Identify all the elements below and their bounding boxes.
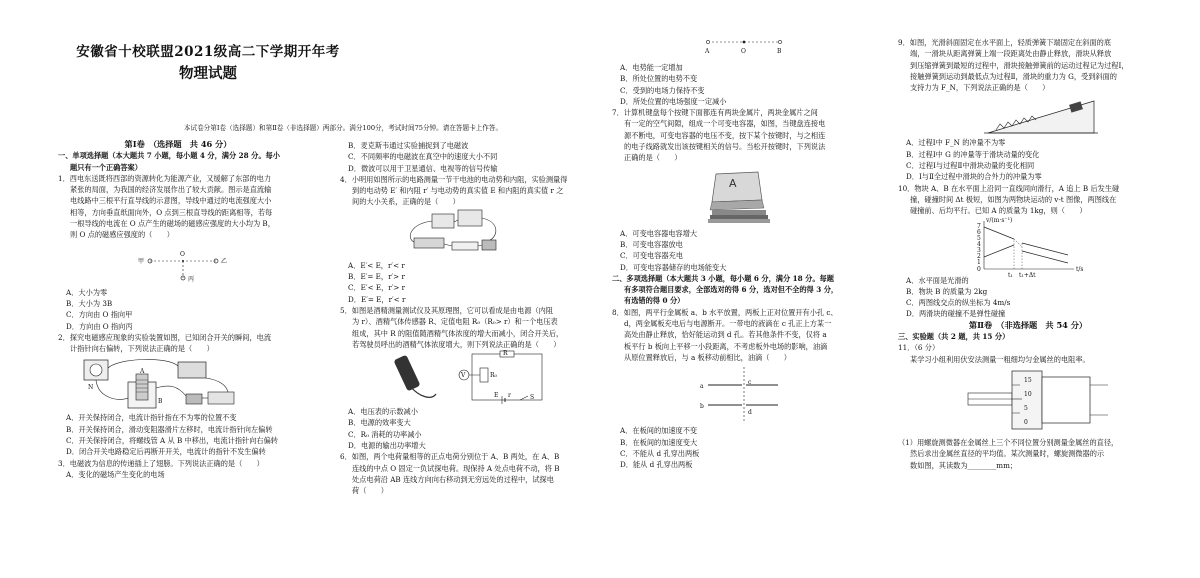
q1-option: C．方向由 O 指向甲 — [66, 310, 133, 320]
q6-line: 连线的中点 O 固定一负试探电荷。现保持 A 处点电荷不动，将 B — [352, 463, 560, 473]
exam-notice: 本试卷分第Ⅰ卷（选择题）和第Ⅱ卷（非选择题）两部分。满分100分，考试时间75分钟。请在答题卡上作答。 — [183, 124, 503, 132]
q8-line: 板平行 b 板向上平移一小段距离，不考虑板外电场的影响，油滴 — [624, 341, 828, 351]
q10-line: 撞，碰撞时间 Δt 极短，如图为两物块运动的 v-t 图像，两图线在 — [910, 194, 1117, 204]
q8-option: D．能从 d 孔穿出两板 — [620, 460, 693, 470]
q9-option: A．过程Ⅰ中 F_N 的冲量不为零 — [906, 138, 1006, 148]
q11-intro: 某学习小组利用伏安法测量一粗细均匀金属丝的电阻率。 — [910, 354, 1090, 364]
q2-apparatus-svg — [58, 354, 298, 412]
q5-label-r0: R₀ — [490, 372, 497, 380]
column-2 — [340, 0, 595, 578]
q9-incline-svg — [898, 93, 1158, 137]
q4-option: A．E′< E，r′< r — [348, 260, 405, 270]
q10-option: B．物块 B 的质量为 2kg — [906, 286, 988, 296]
q11-part1-line: 数如图，其读数为________mm； — [910, 460, 1018, 470]
q7-line: 的电子线路就发出该按键相关的信号。当松开按键时，下列说法 — [624, 142, 826, 152]
q10-vt-graph — [898, 216, 1158, 279]
q8-line: 8．如图，两平行金属板 a、b 水平放置，两板上正对位置开有小孔 c、 — [612, 307, 838, 317]
q1-option: A．大小为零 — [66, 287, 108, 297]
part-2-heading-cont: 有选错的得 0 分） — [624, 296, 685, 306]
part-1-heading-cont: 题只有一个正确答案） — [70, 162, 142, 172]
q7-key-letter: A — [729, 176, 737, 190]
q3-option: C．不同频率的电磁波在真空中的速度大小不同 — [348, 152, 498, 162]
q4-line: 4．小明用如图所示的电路测量一节干电池的电动势和内阻，实验测量得 — [340, 174, 568, 184]
q2-option: B．开关保持闭合，滑动变阻器滑片左移时，电流计指针向左偏转 — [66, 424, 273, 434]
q1-option: B．大小为 3B — [66, 298, 113, 308]
q6-option: B．所处位置的电势不变 — [620, 74, 698, 84]
section-1-heading: 第Ⅰ卷 （选择题 共 46 分） — [124, 139, 232, 149]
q9-line: 接触弹簧到运动到最低点为过程Ⅱ，滑块的重力为 G，受到斜面的 — [910, 71, 1117, 81]
q3-option: B．麦克斯韦通过实验捕捉到了电磁波 — [348, 141, 469, 150]
q10-tick-2: 2 — [977, 252, 981, 260]
q2-label-b: B — [158, 398, 163, 406]
q8-line: d，两金属板充电后与电源断开。一带电的液滴在 c 孔正上方某一 — [624, 319, 832, 329]
q10-tick-0: 0 — [977, 265, 981, 273]
q6-charge-line — [612, 30, 872, 62]
q5-line: 组成，其中 R 的阻值随酒精气体浓度的增大而减小，闭合开关后， — [352, 328, 564, 338]
q6-label-o: O — [741, 48, 746, 55]
q2-line: 2．探究电磁感应现象的实验装置如图，已知闭合开关的瞬间，电流 — [58, 332, 272, 342]
q1-label-yi: 乙 — [221, 257, 228, 265]
exam-title: 安徽省十校联盟2021级高二下学期开年考 — [76, 44, 340, 60]
q2-option: A．开关保持闭合，电流计指针指在不为零的位置不变 — [66, 413, 237, 423]
q4-line: 到的电动势 E′ 和内阻 r′ 与电动势的真实值 E 和内阻的真实值 r 之 — [352, 186, 564, 196]
q7-option: B．可变电容器放电 — [620, 239, 683, 249]
q8-line: 从原位置释放后，与 a 板移动前相比，油滴（ ） — [624, 352, 791, 362]
q4-option: C．E′< E，r′> r — [348, 283, 406, 293]
q6-line: 处点电荷沿 AB 连线方向向右移动到无穷远处的过程中，试探电 — [352, 474, 554, 484]
q11-scale-0: 0 — [1024, 418, 1028, 426]
q6-option: A．电势能一定增加 — [620, 63, 683, 72]
q8-label-a: a — [700, 383, 704, 391]
q5-label-r-internal: r — [508, 392, 511, 400]
q8-option: B．在板间的加速度变大 — [620, 437, 698, 447]
q5-line: 若驾驶员呼出的酒精气体浓度增大，则下列说法正确的是（ ） — [352, 339, 561, 349]
q2-line: 计指针向右偏转，下列说法正确的是（ ） — [70, 344, 214, 354]
q5-figure-svg — [340, 350, 595, 406]
breathalyzer-device — [393, 355, 436, 398]
q7-line: 正确的是（ ） — [624, 153, 682, 163]
q9-incline-figure — [898, 93, 1158, 137]
q8-label-c: c — [748, 379, 752, 387]
q4-circuit-figure — [340, 208, 595, 260]
q2-label-n: N — [88, 384, 94, 392]
part-2-heading-cont: 有多项符合题目要求，全部选对的得 6 分，选对但不全的得 3 分， — [624, 285, 839, 295]
q5-breathalyzer-figure — [340, 350, 595, 406]
q10-option: A．水平面是光滑的 — [906, 275, 969, 285]
q9-line: 端，一滑块从距离弹簧上端一段距离处由静止释放，滑块从释放 — [910, 49, 1112, 59]
q2-option: C．开关保持闭合，将螺线管 A 从 B 中移出，电流计指针向右偏转 — [66, 436, 278, 446]
q1-line: 电线路中三根平行直导线的示意图，导线中通过的电流强度大小 — [70, 196, 272, 206]
q5-option: B．电源的效率变大 — [348, 418, 411, 428]
q8-line: 高处由静止释放，恰好能运动到 d 孔。若其他条件不变，仅将 a — [624, 330, 827, 340]
q1-line: 相等，方向垂直纸面向外，O 点到三根直导线的距离相等，若每 — [70, 207, 273, 217]
q7-option: A．可变电容器电容增大 — [620, 228, 698, 238]
q10-tick-t1-dt: t₁+Δt — [1019, 271, 1036, 279]
q6-line: 荷（ ） — [352, 486, 388, 496]
q2-option: D．闭合开关电路稳定后再断开开关，电流计的指针不发生偏转 — [66, 447, 266, 457]
q11-scale-15: 15 — [1024, 376, 1032, 384]
q1-option: D．方向由 O 指向丙 — [66, 321, 133, 331]
q11-scale-10: 10 — [1024, 390, 1032, 398]
q10-tick-4: 4 — [977, 240, 981, 248]
q1-line: 1．西电东送既将西部的资源转化为能源产业，又缓解了东部的电力 — [58, 173, 272, 183]
q4-line: 间的大小关系，正确的是（ ） — [352, 197, 460, 207]
exam-subject: 物理试题 — [179, 65, 237, 82]
q5-line: 5．如图是酒精测量测试仪及其原理图，它可以看成是由电源（内阻 — [340, 305, 554, 315]
q7-line: 源不断电，可变电容器的电压不变，按下某个按键时，与之相连 — [624, 130, 826, 140]
q5-label-s: S — [530, 394, 535, 402]
q4-circuit-svg — [340, 208, 595, 260]
q1-line: 一根导线的电流在 O 点产生的磁场的磁感应强度的大小均为 B， — [70, 219, 275, 229]
q6-option: D．所处位置的电场强度一定减小 — [620, 96, 727, 106]
q7-keyboard-key — [612, 164, 872, 228]
q1-line: 则 O 点的磁感应强度的（ ） — [70, 230, 174, 240]
q8-plates-figure — [612, 363, 872, 425]
q9-option: D．Ⅰ与Ⅱ全过程中滑块的合外力的冲量为零 — [906, 172, 1042, 182]
q11-scale-5: 5 — [1024, 404, 1028, 412]
q1-label-bing: 丙 — [188, 275, 195, 283]
q10-option: C．两图线交点的纵坐标为 4m/s — [906, 298, 1011, 308]
q10-line: 碰撞前、后均平行。已知 A 的质量为 1kg，则（ ） — [910, 206, 1087, 216]
q5-label-r: R — [503, 350, 508, 358]
q5-option: A．电压表的示数减小 — [348, 407, 418, 417]
q10-graph-svg — [898, 217, 1158, 275]
q6-label-a: A — [705, 48, 710, 55]
q10-option: D．两滑块的碰撞不是弹性碰撞 — [906, 309, 1006, 319]
q7-option: C．可变电容器充电 — [620, 251, 684, 261]
q10-tick-7: 7 — [977, 222, 981, 230]
q9-line: 支持力为 F_N，下列说法正确的是（ ） — [910, 83, 1050, 93]
q5-label-v: V — [461, 372, 466, 380]
section-2-heading: 第Ⅱ卷 （非选择题 共 54 分） — [968, 319, 1088, 330]
q10-line: 10．物块 A、B 在水平面上沿同一直线同向滑行，A 追上 B 后发生碰 — [898, 183, 1120, 193]
q8-option: A．在板间的加速度不变 — [620, 426, 698, 436]
q6-option: C．受到的电场力保持不变 — [620, 85, 705, 95]
q9-option: B．过程Ⅰ中 G 的冲量等于滑块动量的变化 — [906, 149, 1040, 159]
q1-line: 紧张的局面，为我国的经济发展作出了较大贡献。图示是直流输 — [70, 185, 272, 195]
q6-label-b: B — [777, 48, 782, 55]
q5-label-e: E — [494, 392, 499, 400]
q2-label-a: A — [140, 368, 145, 376]
column-3 — [612, 0, 872, 578]
q10-y-axis-label: v/(m·s⁻¹) — [986, 216, 1013, 224]
q7-line: 7．计算机键盘每个按键下面都连有两块金属片，两块金属片之间 — [612, 108, 818, 118]
part-3-heading: 三、实验题（共 2 题，共 15 分） — [898, 332, 1010, 342]
q8-plates-svg — [612, 363, 872, 425]
q11-heading: 11．（6 分） — [898, 343, 940, 353]
q10-tick-6: 6 — [977, 228, 981, 236]
q3-option: A．变化的磁场产生变化的电场 — [66, 469, 165, 479]
q11-micrometer-figure — [898, 365, 1158, 437]
q6-line: 6．如图，两个电荷量相等的正点电荷分别位于 A、B 两处，在 A、B — [340, 452, 560, 462]
q7-key-svg — [612, 164, 872, 228]
q1-label-jia: 甲 — [138, 257, 145, 265]
q3-option: D．微波可以用于卫星通信、电视等的信号传输 — [348, 163, 498, 173]
q7-line: 有一定的空气间隙，组成一个可变电容器，如图，当键盘连接电 — [624, 119, 826, 129]
part-1-heading: 一、单项选择题（本大题共 7 小题，每小题 4 分，满分 28 分。每小 — [58, 151, 280, 161]
q5-option: D．电源的输出功率增大 — [348, 441, 426, 451]
q8-label-b: b — [700, 403, 704, 411]
q1-diagram-svg — [58, 241, 298, 287]
q9-option: C．过程Ⅰ与过程Ⅱ中滑块动量的变化相同 — [906, 161, 1035, 171]
q10-tick-1: 1 — [977, 258, 981, 266]
q10-tick-5: 5 — [977, 234, 981, 242]
q10-tick-t1: t₁ — [1008, 271, 1013, 279]
q1-wire-diagram — [58, 241, 298, 287]
q10-tick-3: 3 — [977, 246, 981, 254]
q11-part1-line: （1）用螺旋测微器在金属丝上三个不同位置分别测量金属丝的直径， — [898, 437, 1119, 447]
q8-option: C．不能从 d 孔穿出两板 — [620, 448, 700, 458]
q9-line: 9．如图，光滑斜面固定在水平面上，轻质弹簧下端固定在斜面的底 — [898, 38, 1112, 47]
q1-label-o: O — [180, 250, 185, 258]
q2-induction-apparatus — [58, 354, 298, 412]
q4-option: B．E′= E，r′> r — [348, 272, 405, 282]
q11-part1-line: 然后求出金属丝直径的平均值。某次测量时，螺旋测微器的示 — [910, 449, 1105, 459]
q3-line: 3．电磁波为信息的传递插上了翅膀。下列说法正确的是（ ） — [58, 458, 264, 468]
q7-option: D．可变电容器储存的电场能变大 — [620, 262, 727, 272]
q8-label-d: d — [748, 409, 752, 417]
column-4 — [898, 0, 1158, 578]
part-2-heading: 二、多项选择题（本大题共 3 小题，每小题 6 分，满分 18 分。每题 — [612, 273, 834, 283]
q9-line: 到压缩弹簧到最短的过程中，滑块接触弹簧前的运动过程记为过程Ⅰ， — [910, 60, 1129, 70]
q5-line: 为 r）、酒精气体传感器 R、定值电阻 R₀（R₀> r）和一个电压表 — [352, 317, 558, 327]
q10-x-axis-label: t/s — [1076, 265, 1084, 273]
q4-option: D．E′= E，r′< r — [348, 294, 406, 304]
q5-option: C．R₀ 消耗的功率减小 — [348, 429, 422, 439]
